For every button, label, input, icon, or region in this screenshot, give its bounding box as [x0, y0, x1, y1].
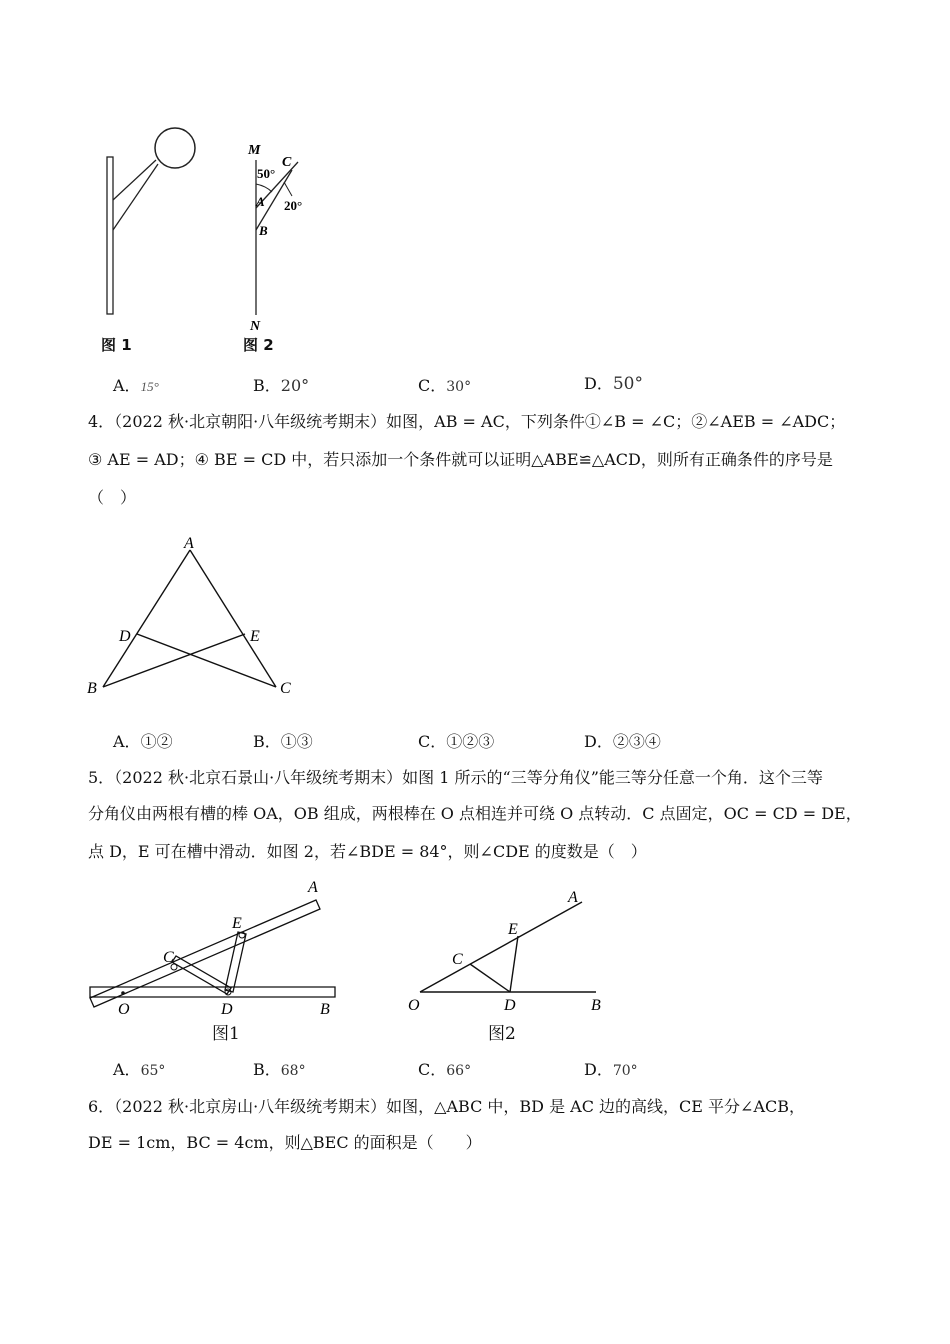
fig2-caption: 图 2: [243, 336, 274, 354]
q5-fig1-link-cd: [172, 956, 231, 994]
option-text: 68°: [280, 1063, 306, 1079]
option-letter: B．: [253, 376, 281, 395]
option-letter: C．: [418, 376, 447, 395]
option-letter: D．: [584, 1060, 613, 1079]
q5-fig2-label-b: B: [591, 997, 601, 1014]
option-text: 30°: [446, 379, 472, 395]
fig2-angle-arc: [256, 184, 272, 192]
q3-figures: [90, 120, 340, 360]
option-text: ①②③: [446, 732, 495, 751]
fig1-caption: 图 1: [101, 336, 132, 354]
q4-option-b[interactable]: [253, 732, 313, 752]
option-letter: C．: [418, 732, 447, 751]
fig1-arm-upper: [113, 160, 156, 200]
q4-option-d[interactable]: [584, 732, 661, 752]
q4-label-b: B: [87, 680, 97, 697]
q4-label-a: A: [184, 535, 194, 552]
option-letter: D．: [584, 732, 613, 751]
q4-figure: [80, 530, 310, 705]
option-text: ①②: [140, 732, 173, 751]
option-letter: D．: [584, 374, 613, 393]
fig1-hoop: [155, 128, 195, 168]
q3-option-d[interactable]: [584, 374, 643, 394]
option-text: 66°: [446, 1063, 472, 1079]
fig2-label-m: M: [248, 143, 261, 158]
fig2-label-20: 20°: [284, 198, 303, 213]
q5-fig2-segment-cd: [470, 964, 510, 992]
q5-option-b[interactable]: [253, 1060, 306, 1081]
fig1-pole: [107, 157, 113, 314]
option-letter: B．: [253, 732, 281, 751]
q3-option-c[interactable]: [418, 376, 471, 397]
option-letter: A．: [113, 376, 141, 395]
q5-fig2-label-o: O: [408, 997, 420, 1014]
q5-fig1-label-o: O: [118, 1001, 130, 1018]
fig2-label-50: 50°: [257, 166, 276, 181]
q5-fig1-label-d: D: [221, 1001, 233, 1018]
q4-stem-line1: 4．（2022 秋·北京朝阳·八年级统考期末）如图，AB = AC，下列条件①∠B = ∠C；②∠AEB = ∠ADC；: [88, 412, 846, 431]
option-letter: A．: [113, 732, 141, 751]
q5-fig1-bar-ob: [90, 987, 335, 997]
q5-option-d[interactable]: [584, 1060, 638, 1081]
q5-fig2-label-d: D: [504, 997, 516, 1014]
q5-fig2-label-a: A: [568, 889, 578, 906]
q4-label-c: C: [280, 680, 291, 697]
q4-side-ab: [103, 550, 190, 687]
q4-option-c[interactable]: [418, 732, 494, 752]
q4-side-ac: [190, 550, 276, 687]
q5-stem-line2: 分角仪由两根有槽的棒 OA，OB 组成，两根棒在 O 点相连并可绕 O 点转动．C 点固定，OC = CD = DE，: [88, 804, 862, 823]
q5-fig2-segment-de: [510, 936, 518, 992]
q4-label-e: E: [250, 628, 260, 645]
fig2-angle-pointer: [284, 182, 292, 196]
option-letter: C．: [418, 1060, 447, 1079]
fig2-label-b: B: [259, 223, 268, 238]
q4-label-d: D: [119, 628, 131, 645]
q5-fig2-label-e: E: [508, 921, 518, 938]
option-letter: A．: [113, 1060, 141, 1079]
q6-stem-line1: 6．（2022 秋·北京房山·八年级统考期末）如图，△ABC 中，BD 是 AC 边的高线，CE 平分∠ACB，: [88, 1097, 806, 1116]
option-text: 50°: [612, 374, 643, 394]
option-text: ①③: [280, 732, 313, 751]
option-text: 65°: [140, 1063, 166, 1079]
q5-option-a[interactable]: [113, 1060, 165, 1081]
q5-fig2-caption: 图2: [488, 1024, 516, 1044]
q6-stem-line2: DE = 1cm，BC = 4cm，则△BEC 的面积是（ ）: [88, 1133, 482, 1152]
q4-stem-line3: （ ）: [88, 488, 137, 507]
fig2-label-c: C: [282, 155, 292, 170]
q5-stem-line3: 点 D，E 可在槽中滑动．如图 2，若∠BDE = 84°，则∠CDE 的度数是（ ）: [88, 842, 647, 861]
q5-figure-1: [80, 872, 360, 1022]
q5-fig2-ray-oa: [420, 902, 582, 992]
q5-option-c[interactable]: [418, 1060, 471, 1081]
q5-fig1-pivot-o: [121, 991, 125, 995]
q5-fig1-link-de: [225, 932, 246, 992]
q4-stem-line2: ③ AE = AD；④ BE = CD 中，若只添加一个条件就可以证明△ABE≌△ACD，则所有正确条件的序号是: [88, 450, 833, 469]
q5-fig1-label-c: C: [163, 949, 174, 966]
fig1-arm-lower: [113, 164, 158, 230]
option-letter: B．: [253, 1060, 281, 1079]
option-text: 15°: [140, 379, 159, 394]
q5-fig1-label-a: A: [308, 879, 318, 896]
option-text: 70°: [612, 1063, 638, 1079]
q5-stem-line1: 5．（2022 秋·北京石景山·八年级统考期末）如图 1 所示的“三等分角仪”能三等分任意一个角．这个三等: [88, 768, 823, 787]
q5-fig2-label-c: C: [452, 951, 463, 968]
q3-option-b[interactable]: [253, 376, 309, 396]
q3-option-a[interactable]: [113, 376, 159, 397]
q5-fig1-label-b: B: [320, 1001, 330, 1018]
option-text: ②③④: [612, 732, 661, 751]
q5-figure-2: [400, 872, 620, 1022]
q4-option-a[interactable]: [113, 732, 173, 752]
q5-fig1-bar-oa: [90, 900, 320, 1007]
fig2-label-a: A: [256, 194, 265, 209]
option-text: 20°: [280, 376, 310, 395]
fig2-label-n: N: [250, 319, 261, 334]
q5-fig1-caption: 图1: [212, 1024, 240, 1044]
q5-fig1-label-e: E: [232, 915, 242, 932]
